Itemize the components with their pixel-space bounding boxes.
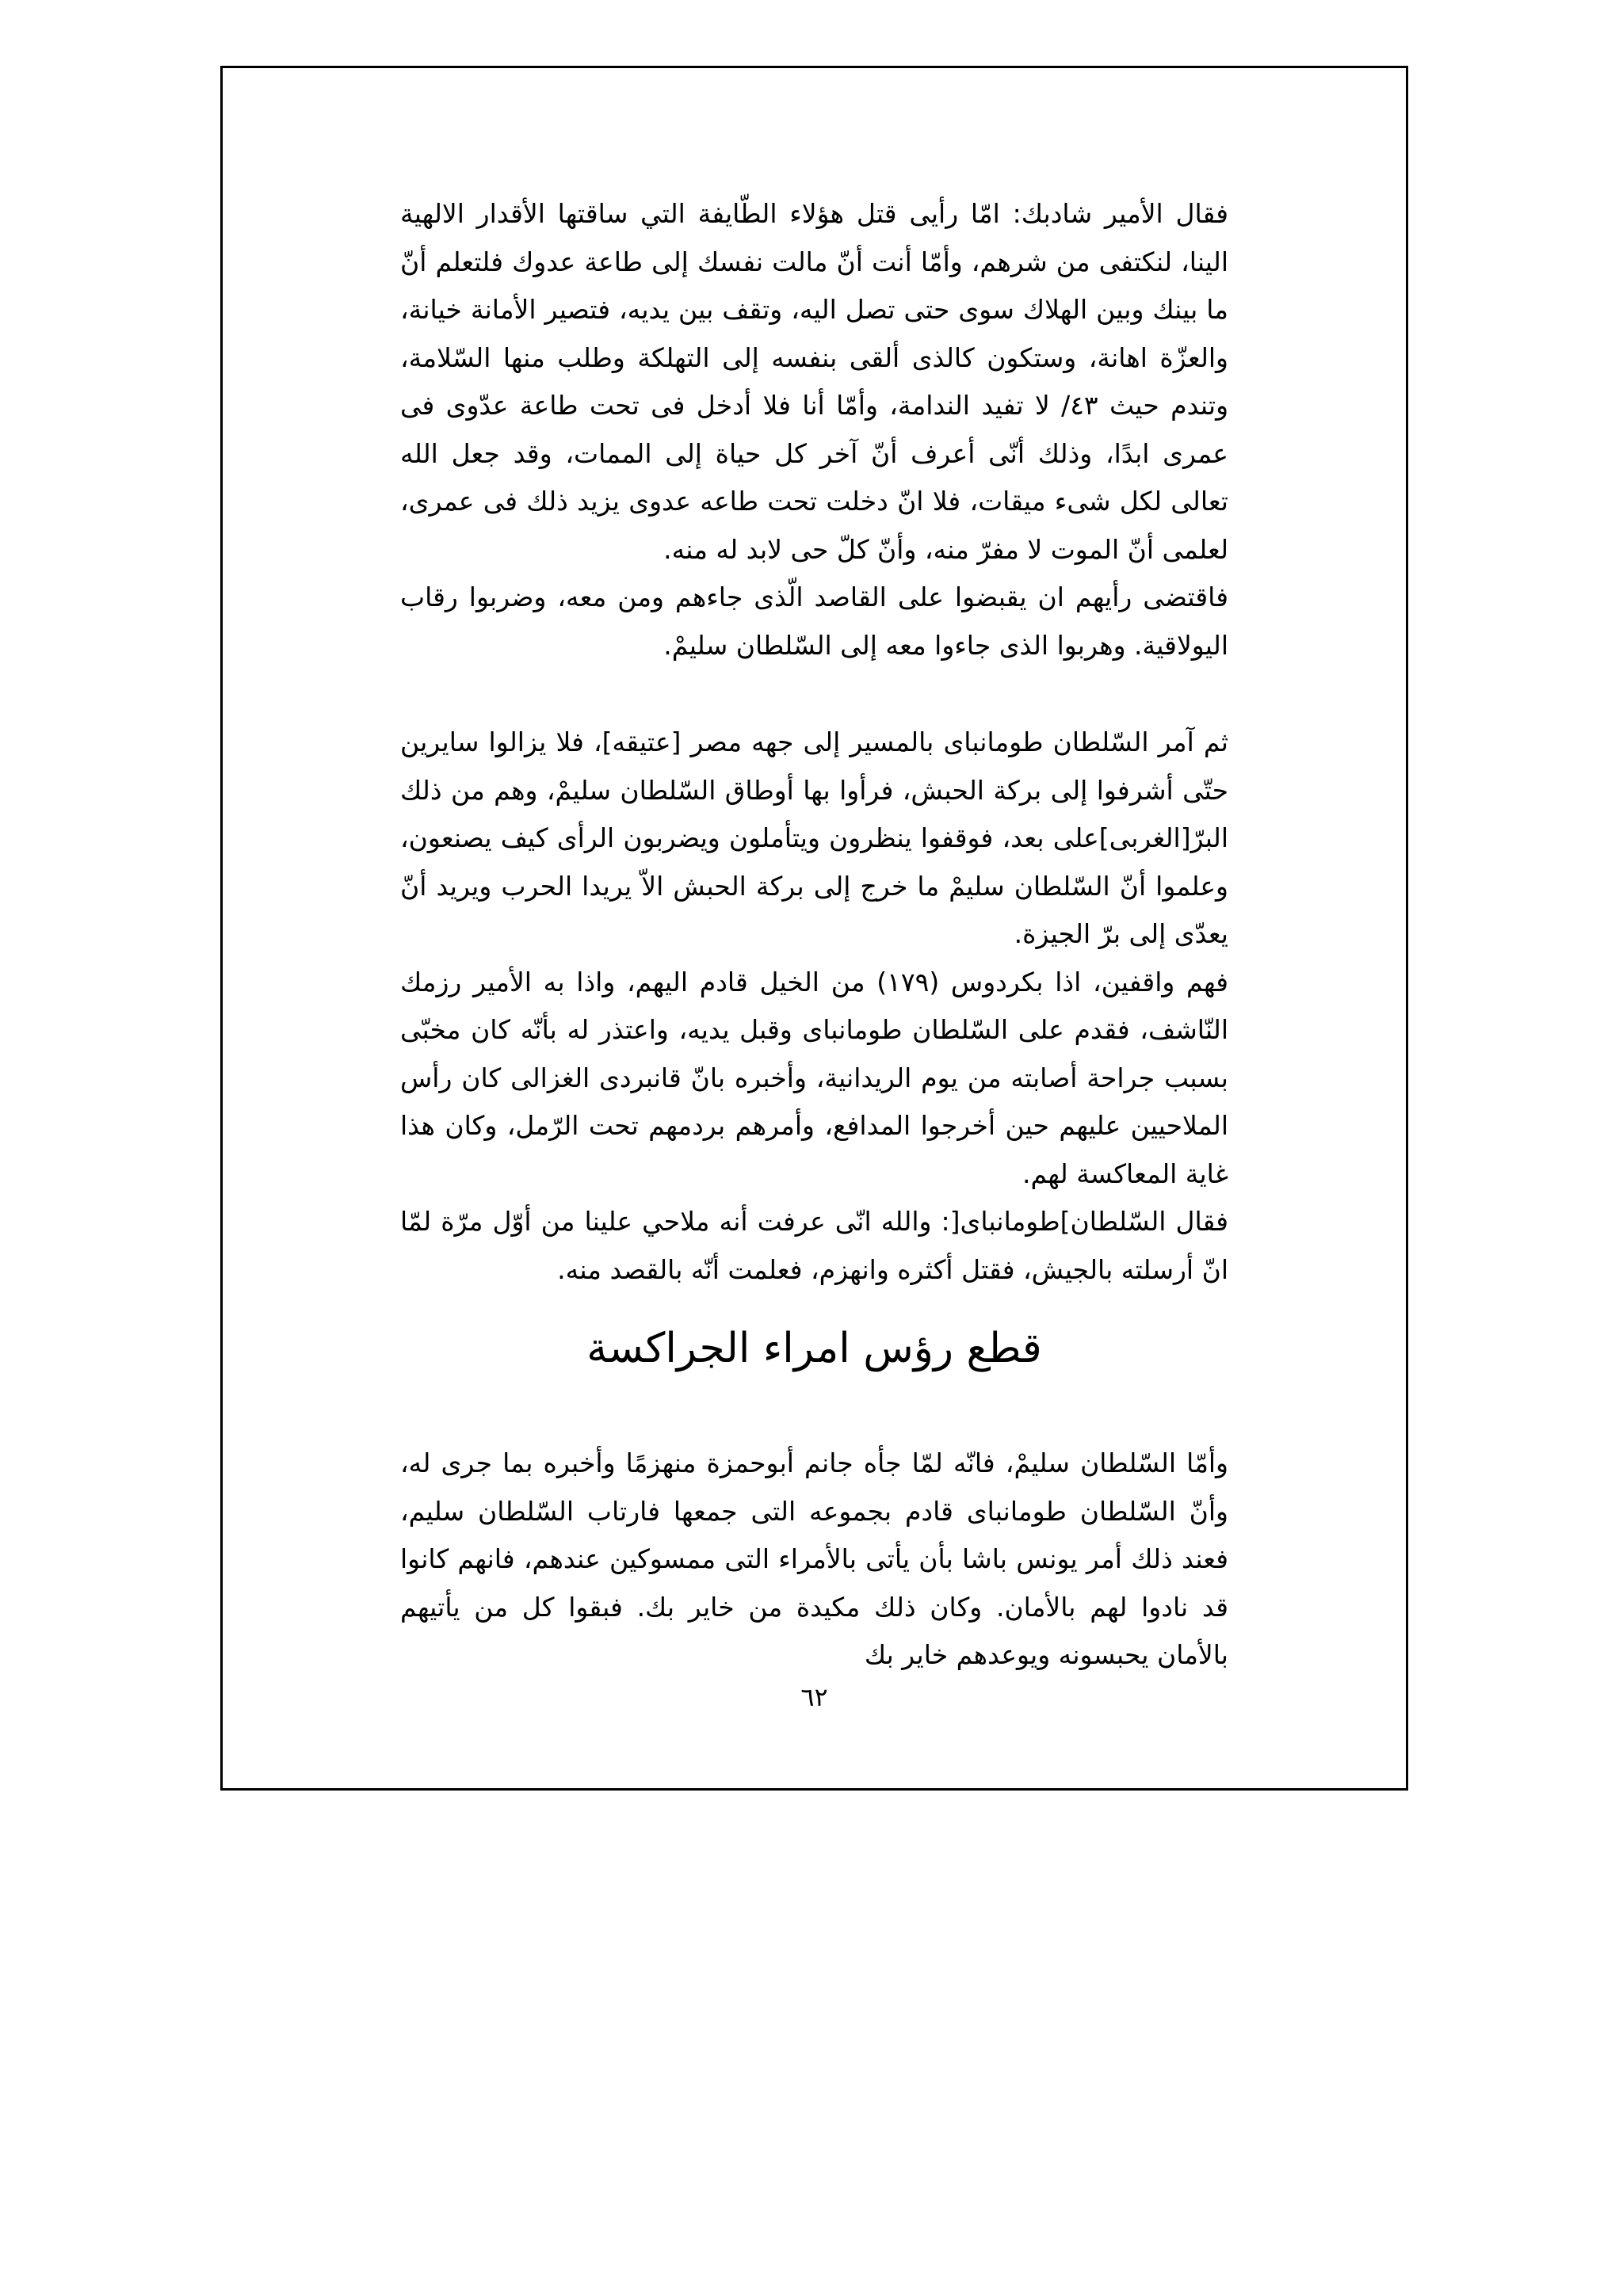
paragraph: فقال الأمير شادبك: امّا رأيى قتل هؤلاء الطّايفة التي ساقتها الأقدار الالهية الينا، لنكتفى من شرهم، وأمّا أنت أنّ مالت نفسك إلى طاعة عدوك فلتعلم أنّ ما بينك وبين الهلاك سوى حتى تصل اليه، وتقف بين يديه، فتصير الأمانة خيانة، والعزّة اهانة، وستكون كالذى ألقى بنفسه إلى التهلكة وطلب منها السّلامة، وتندم حيث ٤٣/ لا تفيد الندامة، وأمّا أنا فلا أدخل فى تحت طاعة عدّوى فى عمرى ابدًا، وذلك أنّى أعرف أنّ آخر كل حياة إلى الممات، وقد جعل الله تعالى لكل شىء ميقات، فلا انّ دخلت تحت طاعه عدوى يزيد ذلك فى عمرى، لعلمى أنّ الموت لا مفرّ منه، وأنّ كلّ حى لابد له منه. [400,198,1229,565]
text-block-2 [400,719,1228,1294]
paragraph: فهم واقفين، اذا بكردوس (١٧٩) من الخيل قادم اليهم، واذا به الأمير رزمك النّاشف، فقدم على السّلطان طومانباى وقبل يديه، واعتذر له بأنّه كان مخبّى بسبب جراحة أصابته من يوم الريدانية، وأخبره بانّ قانبردى الغزالى كان رأس الملاحيين عليهم حين أخرجوا المدافع، وأمرهم بردمهم تحت الرّمل، وكان هذا غاية المعاكسة لهم. [400,966,1228,1189]
text-block-1 [400,190,1228,669]
paragraph: فاقتضى رأيهم ان يقبضوا على القاصد الّذى جاءهم ومن معه، وضربوا رقاب اليولاقية. وهربوا الذى جاءوا معه إلى السّلطان سليمْ. [400,582,1228,661]
page-number: ٦٢ [800,1682,828,1712]
paragraph: فقال السّلطان]طومانباى[: والله انّى عرفت أنه ملاحي علينا من أوّل مرّة لمّا انّ أرسلته بالجيش، فقتل أكثره وانهزم، فعلمت أنّه بالقصد منه. [400,1206,1228,1285]
section-heading: قطع رؤس امراء الجراكسة [586,1325,1042,1372]
paragraph: ثم آمر السّلطان طومانباى بالمسير إلى جهه مصر [عتيقه]، فلا يزالوا سايرين حتّى أشرفوا إلى بركة الحبش، فرأوا بها أوطاق السّلطان سليمْ، وهم من ذلك البرّ[الغربى]على بعد، فوقفوا ينظرون ويتأملون ويضربون الرأى كيف يصنعون، وعلموا أنّ السّلطان سليمْ ما خرج إلى بركة الحبش الاّ يريدا الحرب ويريد أنّ يعدّى إلى برّ الجيزة. [400,727,1228,949]
paragraph: وأمّا السّلطان سليمْ، فانّه لمّا جأه جانم أبوحمزة منهزمًا وأخبره بما جرى له، وأنّ السّلطان طومانباى قادم بجموعه التى جمعها فارتاب السّلطان سليم، فعند ذلك أمر يونس باشا بأن يأتى بالأمراء التى ممسوكين عندهم، فانهم كانوا قد نادوا لهم بالأمان. وكان ذلك مكيدة من خاير بك. فبقوا كل من يأتيهم بالأمان يحبسونه ويوعدهم خاير بك [400,1447,1228,1670]
text-block-3 [400,1440,1228,1680]
